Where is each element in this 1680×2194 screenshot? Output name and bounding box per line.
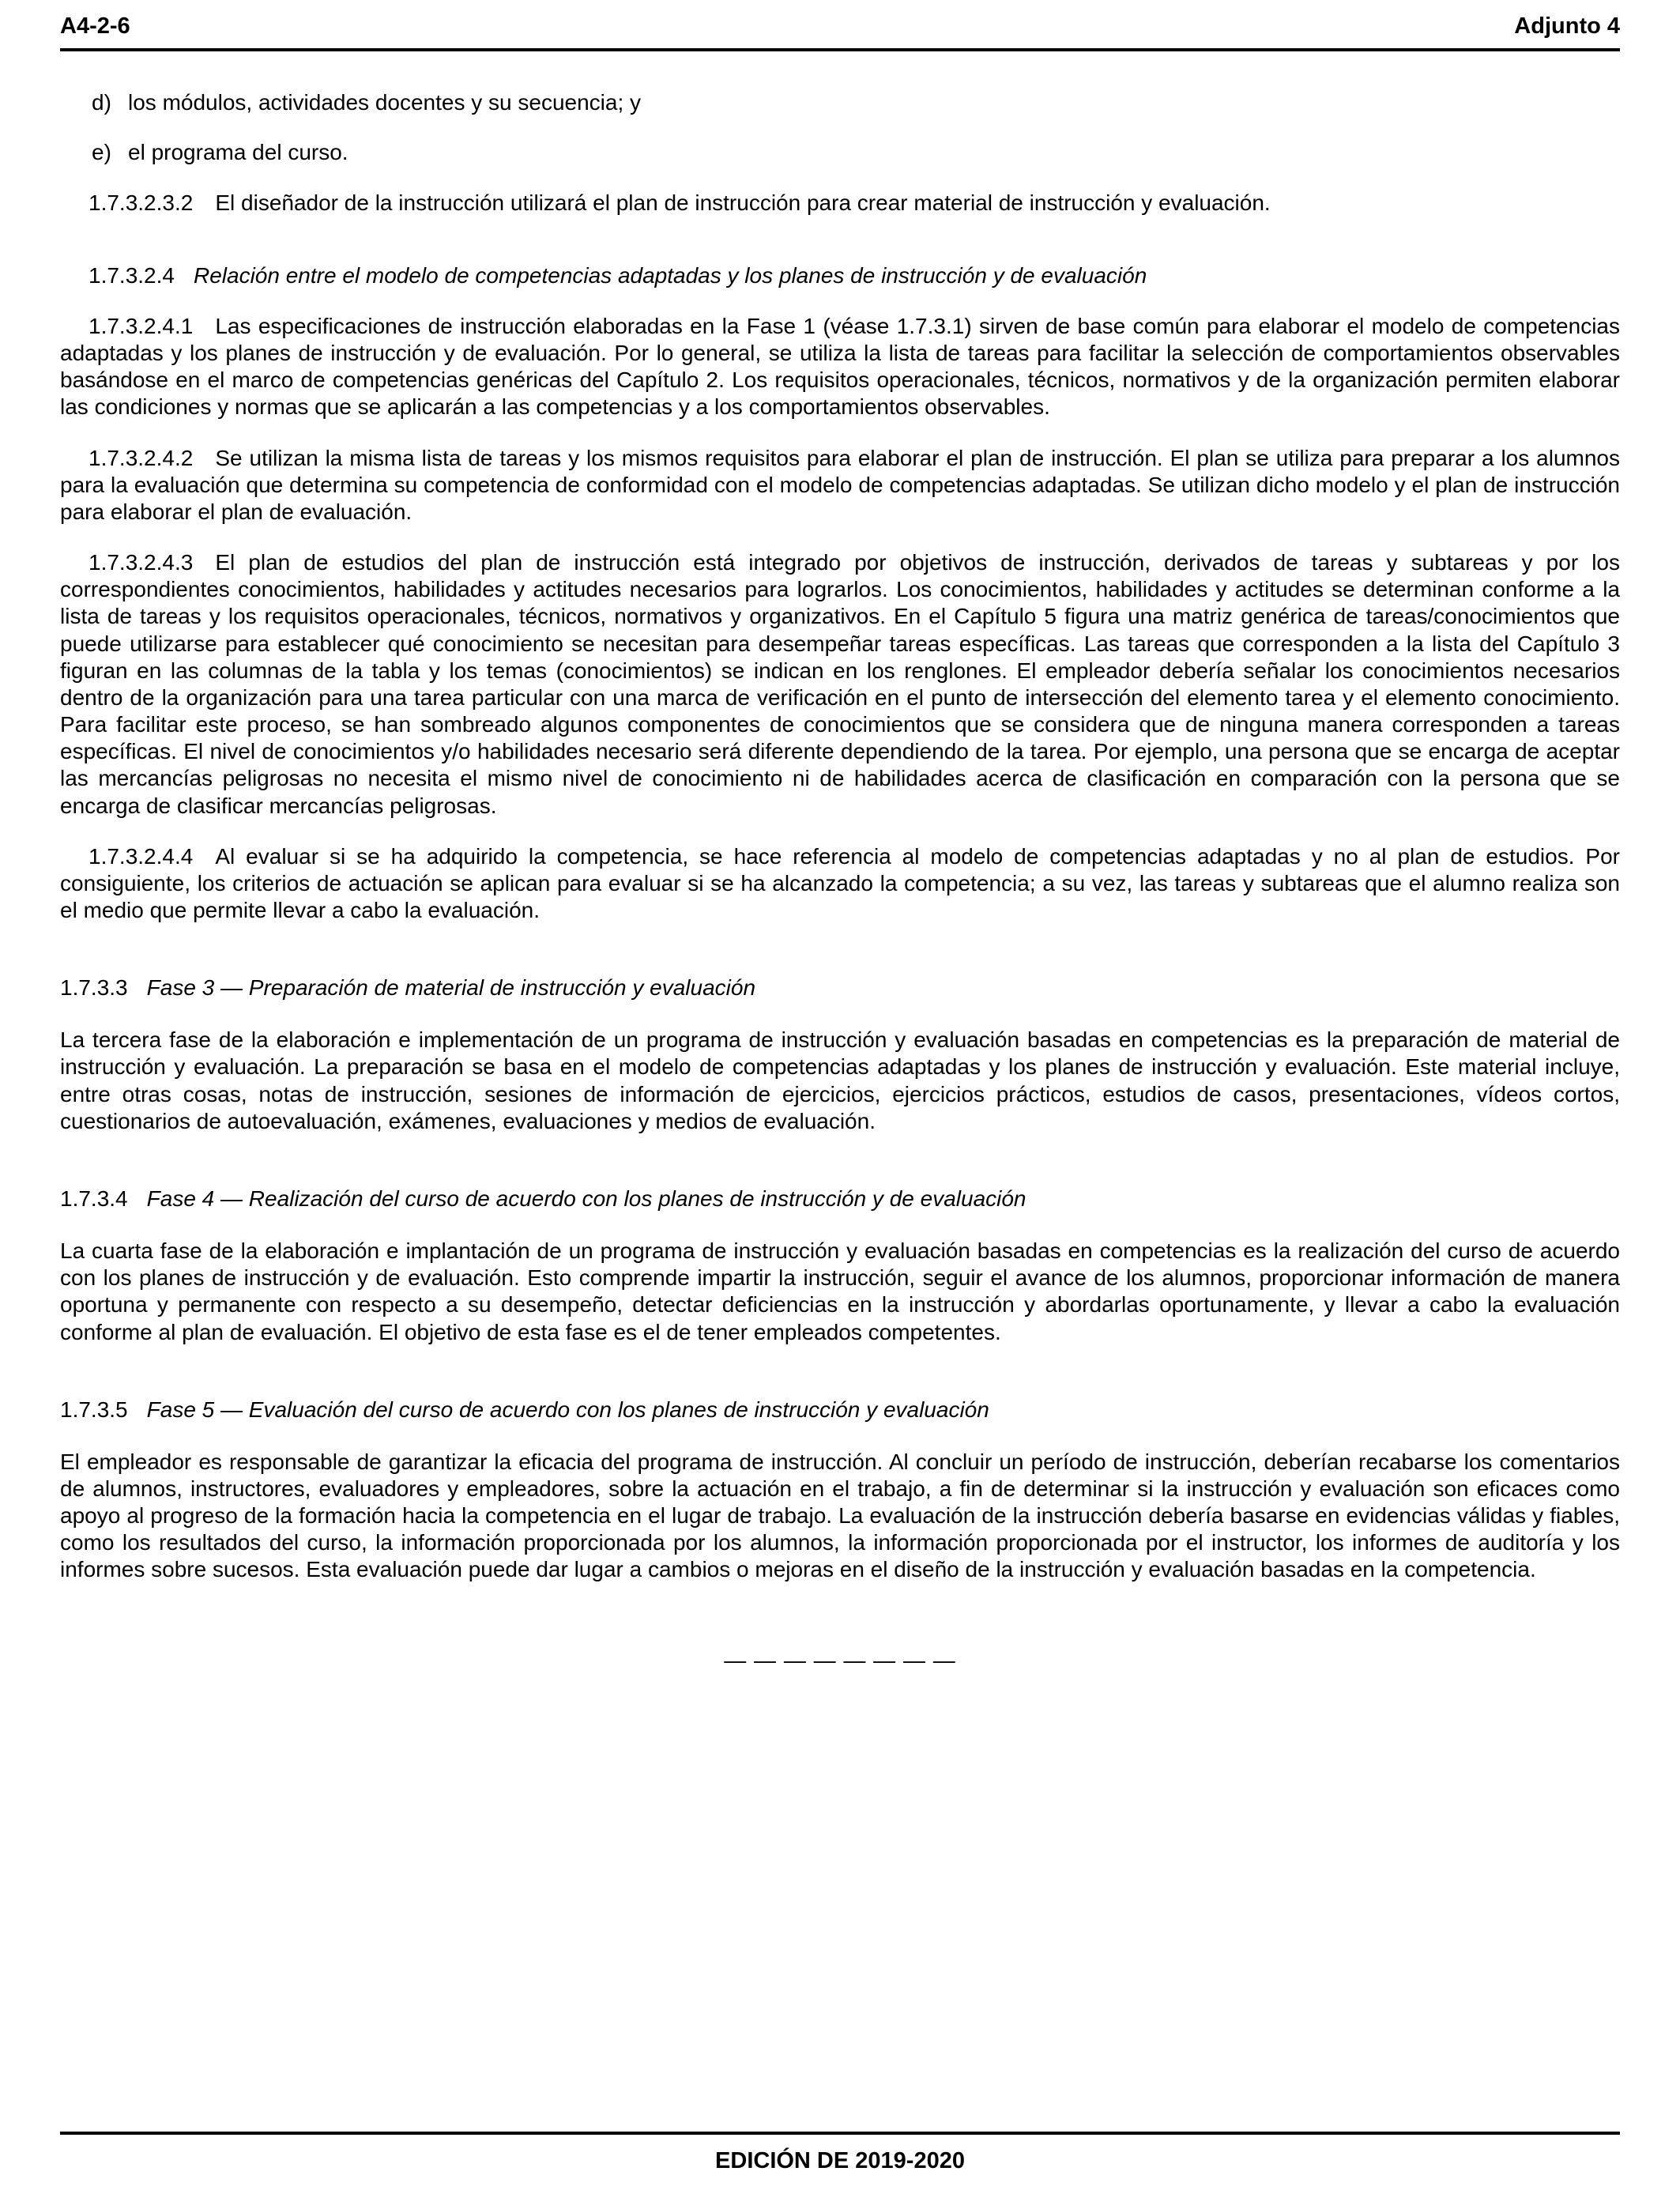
phase-4-paragraph: La cuarta fase de la elaboración e implantación de un programa de instrucción y evaluación basadas en competencias es la realización del curso de acuerdo con los planes de instrucción y de evaluación. Esto comprende impartir la instrucción, seguir el avance de los alumnos, proporcionar información de manera oportuna y permanente con respecto a su desempeño, detectar deficiencias en la instrucción y abordarlas oportunamente, y llevar a cabo la evaluación conforme al plan de evaluación. El objetivo de esta fase es el de tener empleados competentes.	[60, 1238, 1620, 1344]
phase-heading-1-7-3-4	[60, 1186, 1620, 1212]
paragraph-1-7-3-2-3-2	[60, 190, 1620, 217]
paragraph-number: 1.7.3.2.4.2	[89, 445, 194, 470]
phase-5-paragraph: El empleador es responsable de garantizar la eficacia del programa de instrucción. Al concluir un período de instrucción, deberían recabarse los comentarios de alumnos, instructores, evaluadores y empleadores, sobre la actuación en el trabajo, a fin de determinar si la instrucción y evaluación son eficaces como apoyo al progreso de la formación hacia la competencia en el lugar de trabajo. La evaluación de la instrucción debería basarse en evidencias válidas y fiables, como los resultados del curso, la información proporcionada por los alumnos, la información proporcionada por el instructor, los informes de auditoría y los informes sobre sucesos. Esta evaluación puede dar lugar a cambios o mejoras en el diseño de la instrucción y evaluación basadas en la competencia.	[60, 1449, 1620, 1582]
list-item-e	[60, 139, 1620, 166]
header-rule	[60, 48, 1620, 51]
paragraph-1-7-3-2-4-4	[60, 843, 1620, 924]
phase-3-paragraph: La tercera fase de la elaboración e implementación de un programa de instrucción y evaluación basadas en competencias es la preparación de material de instrucción y evaluación. La preparación se basa en el modelo de competencias adaptadas y los planes de instrucción y evaluación. Este material incluye, entre otras cosas, notas de instrucción, sesiones de información de ejercicios, ejercicios prácticos, estudios de casos, presentaciones, vídeos cortos, cuestionarios de autoevaluación, exámenes, evaluaciones y medios de evaluación.	[60, 1027, 1620, 1133]
heading-title: Fase 3 — Preparación de material de instrucción y evaluación	[146, 975, 756, 1001]
end-of-text-separator: — — — — — — — —	[724, 1647, 956, 1672]
footer-edition: EDICIÓN DE 2019-2020	[715, 2147, 965, 2173]
heading-number: 1.7.3.2.4	[89, 262, 175, 288]
paragraph-number: 1.7.3.2.4.4	[89, 843, 194, 869]
heading-number: 1.7.3.4	[60, 1186, 128, 1211]
phase-heading-1-7-3-3	[60, 974, 1620, 1001]
document-body	[60, 89, 1620, 1673]
list-marker: e)	[92, 139, 111, 164]
page-footer	[60, 2132, 1620, 2175]
heading-title: Relación entre el modelo de competencias adaptadas y los planes de instrucción y de evaluación	[193, 262, 1147, 288]
header-page-code: A4-2-6	[60, 13, 130, 39]
paragraph-1-7-3-2-4-2	[60, 445, 1620, 526]
paragraph-number: 1.7.3.2.4.3	[89, 550, 194, 575]
section-heading-1-7-3-2-4	[60, 262, 1620, 289]
paragraph-text: Al evaluar si se ha adquirido la competencia, se hace referencia al modelo de competencias adaptadas y no al plan de estudios. Por consiguiente, los criterios de actuación se aplican para evaluar si se ha alcanzado la competencia; a su vez, las tareas y subtareas que el alumno realiza son el medio que permite llevar a cabo la evaluación.	[60, 843, 1620, 922]
heading-number: 1.7.3.5	[60, 1397, 128, 1422]
phase-heading-1-7-3-5	[60, 1397, 1620, 1423]
list-item-text: el programa del curso.	[128, 139, 348, 164]
paragraph-number: 1.7.3.2.3.2	[89, 190, 194, 215]
heading-title: Fase 4 — Realización del curso de acuerdo con los planes de instrucción y de evaluación	[146, 1186, 1026, 1211]
paragraph-1-7-3-2-4-1	[60, 313, 1620, 421]
list-item-d	[60, 89, 1620, 116]
footer-rule	[60, 2132, 1620, 2135]
paragraph-text: El plan de estudios del plan de instrucción está integrado por objetivos de instrucción, derivados de tareas y subtareas y por los correspondientes conocimientos, habilidades y actitudes necesarios para lograrlos. Los conocimientos, habilidades y actitudes se determinan conforme a la lista de tareas y los requisitos operacionales, técnicos, normativos y organizativos. En el Capítulo 5 figura una matriz genérica de tareas/conocimientos que puede utilizarse para establecer qué conocimiento se necesitan para desempeñar tareas específicas. Las tareas que corresponden a la lista del Capítulo 3 figuran en las columnas de la tabla y los temas (conocimientos) se indican en los renglones. El empleador debería señalar los conocimientos necesarios dentro de la organización para una tarea particular con una marca de verificación en el punto de intersección del elemento tarea y el elemento conocimiento. Para facilitar este proceso, se han sombreado algunos componentes de conocimientos que se considera que de ninguna manera corresponden a tareas específicas. El nivel de conocimientos y/o habilidades necesario será diferente dependiendo de la tarea. Por ejemplo, una persona que se encarga de aceptar las mercancías peligrosas no necesita el mismo nivel de conocimiento ni de habilidades acerca de clasificación en comparación con la persona que se encarga de clasificar mercancías peligrosas.	[60, 550, 1620, 818]
header-attachment-label: Adjunto 4	[1514, 13, 1620, 39]
paragraph-text: Las especificaciones de instrucción elaboradas en la Fase 1 (véase 1.7.3.1) sirven de base común para elaborar el modelo de competencias adaptadas y los planes de instrucción y de evaluación. Por lo general, se utiliza la lista de tareas para facilitar la selección de comportamientos observables basándose en el marco de competencias genéricas del Capítulo 2. Los requisitos operacionales, técnicos, normativos y de la organización permiten elaborar las condiciones y normas que se aplicarán a las competencias y a los comportamientos observables.	[60, 314, 1620, 420]
paragraph-number: 1.7.3.2.4.1	[89, 314, 194, 338]
list-marker: d)	[92, 90, 111, 115]
heading-title: Fase 5 — Evaluación del curso de acuerdo con los planes de instrucción y evaluación	[146, 1397, 989, 1422]
paragraph-1-7-3-2-4-3	[60, 549, 1620, 820]
heading-number: 1.7.3.3	[60, 975, 128, 1001]
paragraph-text: El diseñador de la instrucción utilizará el plan de instrucción para crear material de instrucción y evaluación.	[215, 190, 1271, 215]
paragraph-text: Se utilizan la misma lista de tareas y los mismos requisitos para elaborar el plan de instrucción. El plan se utiliza para preparar a los alumnos para la evaluación que determina su competencia de conformidad con el modelo de competencias adaptadas. Se utilizan dicho modelo y el plan de instrucción para elaborar el plan de evaluación.	[60, 445, 1620, 524]
page-header	[60, 13, 1620, 40]
list-item-text: los módulos, actividades docentes y su secuencia; y	[128, 90, 642, 115]
